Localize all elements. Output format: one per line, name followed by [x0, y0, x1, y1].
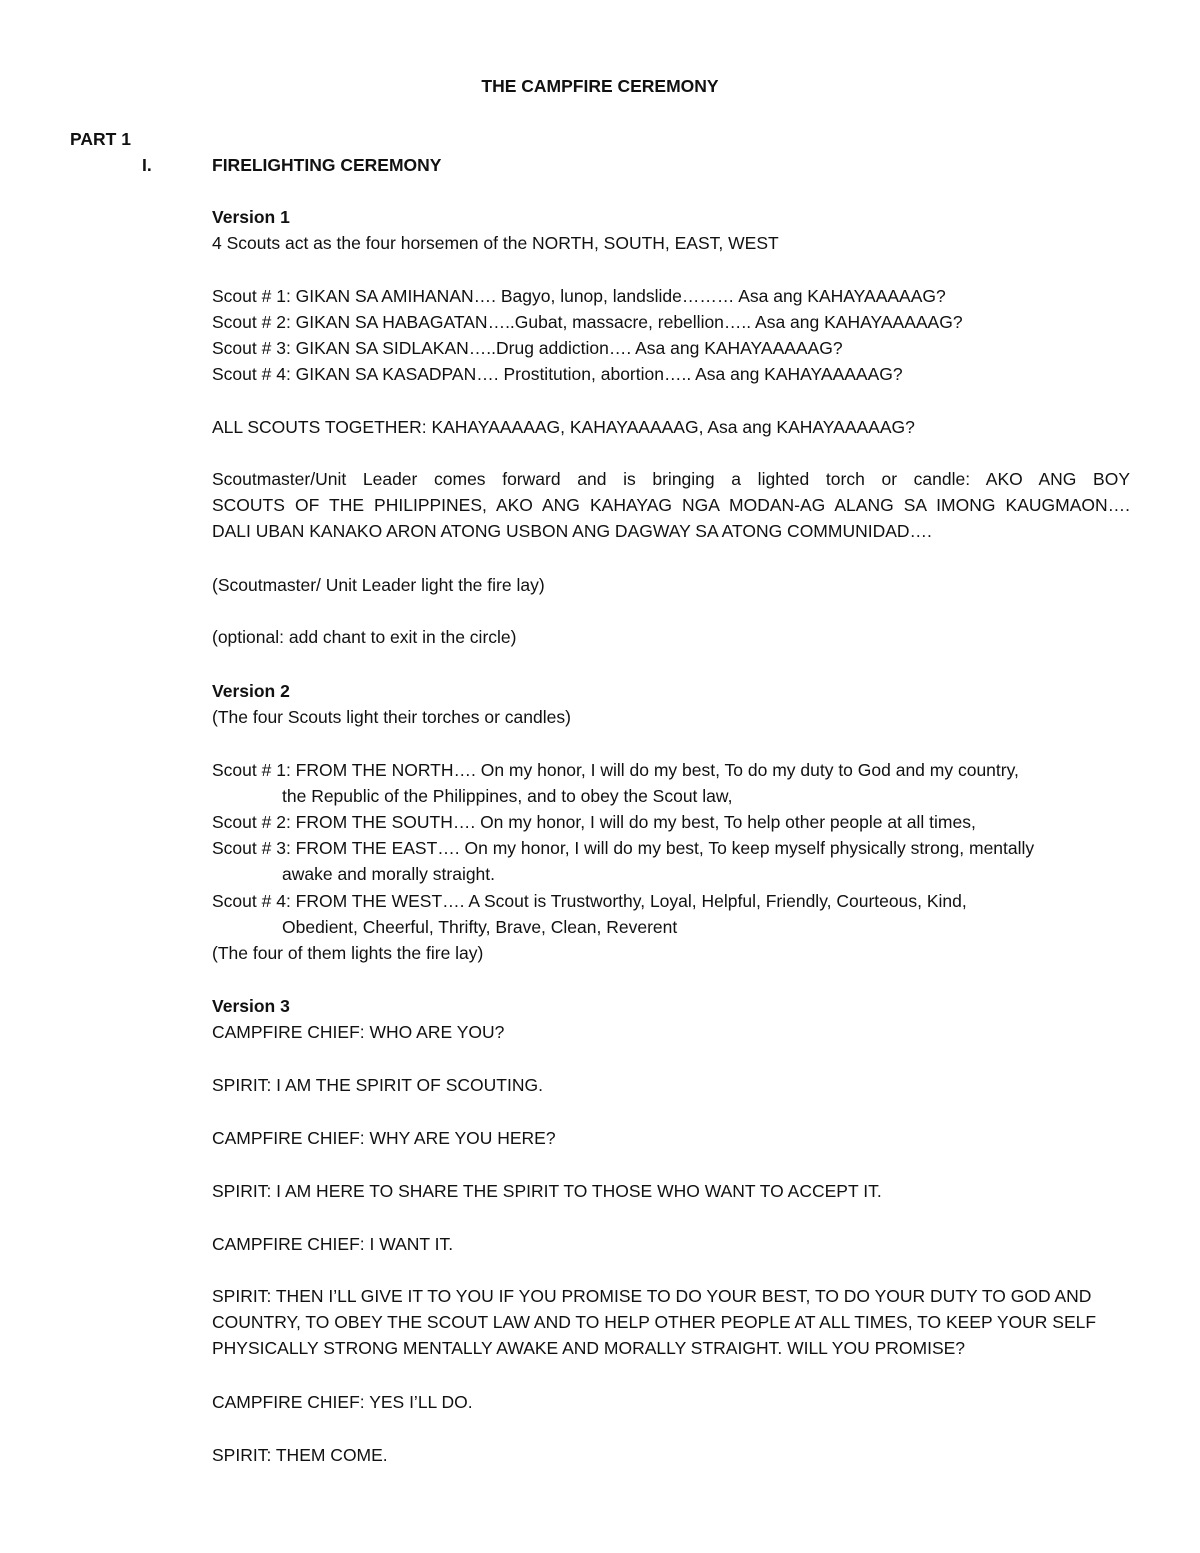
v3-chief-reply: CAMPFIRE CHIEF: YES I’LL DO.	[212, 1392, 473, 1412]
version1-intro: 4 Scouts act as the four horsemen of the NORTH, SOUTH, EAST, WEST	[212, 233, 779, 253]
v3-dialogue-line: CAMPFIRE CHIEF: WHY ARE YOU HERE?	[212, 1128, 556, 1148]
v1-scout4-line: Scout # 4: GIKAN SA KASADPAN…. Prostitution, abortion….. Asa ang KAHAYAAAAAG?	[212, 364, 903, 384]
v1-note-light-fire: (Scoutmaster/ Unit Leader light the fire lay)	[212, 575, 545, 595]
v2-scout4-line: Scout # 4: FROM THE WEST…. A Scout is Trustworthy, Loyal, Helpful, Friendly, Courteous, Kind,	[212, 891, 967, 911]
v1-scout1-line: Scout # 1: GIKAN SA AMIHANAN…. Bagyo, lunop, landslide……… Asa ang KAHAYAAAAAG?	[212, 286, 946, 306]
v2-scout1-line: Scout # 1: FROM THE NORTH…. On my honor, I will do my best, To do my duty to God and my country,	[212, 760, 1019, 780]
v3-spirit-promise-line-1: SPIRIT: THEN I’LL GIVE IT TO YOU IF YOU PROMISE TO DO YOUR BEST, TO DO YOUR DUTY TO GOD AND	[212, 1286, 1092, 1306]
v2-scout4-continuation: Obedient, Cheerful, Thrifty, Brave, Clean, Reverent	[282, 917, 678, 937]
v3-spirit-promise-line-3: PHYSICALLY STRONG MENTALLY AWAKE AND MORALLY STRAIGHT. WILL YOU PROMISE?	[212, 1338, 966, 1358]
v2-scout1-continuation: the Republic of the Philippines, and to obey the Scout law,	[282, 786, 733, 806]
document-title: THE CAMPFIRE CEREMONY	[481, 76, 719, 96]
version1-heading: Version 1	[212, 207, 290, 227]
part-heading: PART 1	[70, 129, 131, 149]
v1-scoutmaster-line-2: SCOUTS OF THE PHILIPPINES, AKO ANG KAHAYAG NGA MODAN-AG ALANG SA IMONG KAUGMAON….	[212, 495, 1130, 515]
version2-intro: (The four Scouts light their torches or candles)	[212, 707, 571, 727]
v3-dialogue-line: SPIRIT: I AM HERE TO SHARE THE SPIRIT TO THOSE WHO WANT TO ACCEPT IT.	[212, 1181, 882, 1201]
v1-note-optional-chant: (optional: add chant to exit in the circle)	[212, 627, 517, 647]
section-number: I.	[142, 155, 152, 175]
v3-spirit-final: SPIRIT: THEM COME.	[212, 1445, 388, 1465]
section-heading: FIRELIGHTING CEREMONY	[212, 155, 442, 175]
v1-scoutmaster-line-1: Scoutmaster/Unit Leader comes forward and is bringing a lighted torch or candle: AKO ANG BOY	[212, 469, 1130, 489]
version2-heading: Version 2	[212, 681, 290, 701]
v2-scout3-continuation: awake and morally straight.	[282, 864, 496, 884]
v2-scout3-line: Scout # 3: FROM THE EAST…. On my honor, I will do my best, To keep myself physically strong, mentally	[212, 838, 1035, 858]
v3-spirit-promise-line-2: COUNTRY, TO OBEY THE SCOUT LAW AND TO HELP OTHER PEOPLE AT ALL TIMES, TO KEEP YOUR SELF	[212, 1312, 1097, 1332]
version3-heading: Version 3	[212, 996, 290, 1016]
v1-all-scouts-line: ALL SCOUTS TOGETHER: KAHAYAAAAAG, KAHAYAAAAAG, Asa ang KAHAYAAAAAG?	[212, 417, 915, 437]
v2-scout2-line: Scout # 2: FROM THE SOUTH…. On my honor, I will do my best, To help other people at all times,	[212, 812, 976, 832]
v1-scout2-line: Scout # 2: GIKAN SA HABAGATAN…..Gubat, massacre, rebellion….. Asa ang KAHAYAAAAAG?	[212, 312, 963, 332]
v3-dialogue-line: SPIRIT: I AM THE SPIRIT OF SCOUTING.	[212, 1075, 543, 1095]
v3-dialogue-line: CAMPFIRE CHIEF: WHO ARE YOU?	[212, 1022, 505, 1042]
v3-dialogue-line: CAMPFIRE CHIEF: I WANT IT.	[212, 1234, 454, 1254]
v1-scout3-line: Scout # 3: GIKAN SA SIDLAKAN…..Drug addiction…. Asa ang KAHAYAAAAAG?	[212, 338, 843, 358]
v1-scoutmaster-line-3: DALI UBAN KANAKO ARON ATONG USBON ANG DAGWAY SA ATONG COMMUNIDAD….	[212, 521, 932, 541]
v2-closing-line: (The four of them lights the fire lay)	[212, 943, 484, 963]
